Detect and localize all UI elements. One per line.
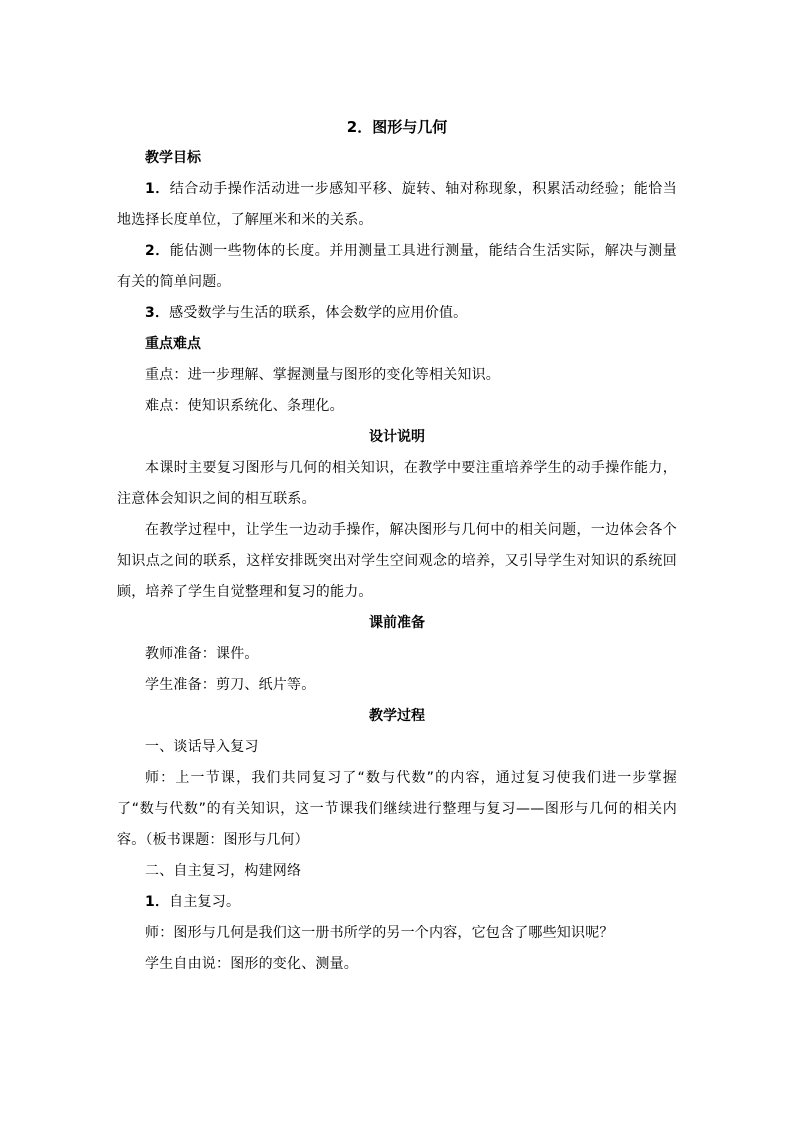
- key-point-difficulty: 难点：使知识系统化、条理化。: [145, 398, 344, 414]
- key-point-focus: 重点：进一步理解、掌握测量与图形的变化等相关知识。: [145, 367, 500, 383]
- key-points-heading: 重点难点: [145, 336, 201, 352]
- sub-step-text: 自主复习。: [169, 894, 241, 910]
- preparation-heading: 课前准备: [369, 615, 425, 631]
- design-paragraph-1: 本课时主要复习图形与几何的相关知识，在教学中要注重培养学生的动手操作能力，注意体会知识之间的相互联系。: [117, 460, 677, 507]
- document-title: 2．图形与几何: [346, 118, 448, 136]
- step1-text: 师：上一节课，我们共同复习了“数与代数”的内容，通过复习使我们进一步掌握了“数与代数”的有关知识，这一节课我们继续进行整理与复习——图形与几何的相关内容。（板书课题：图形与几何）: [117, 770, 677, 848]
- design-paragraph-2: 在教学过程中，让学生一边动手操作，解决图形与几何中的相关问题，一边体会各个知识点之间的联系，这样安排既突出对学生空间观念的培养，又引导学生对知识的系统回顾，培养了学生自觉整理和复习的能力。: [117, 522, 677, 600]
- objective-item-2: [117, 236, 677, 298]
- teacher-question: 师：图形与几何是我们这一册书所学的另一个内容，它包含了哪些知识呢？: [145, 925, 614, 941]
- teacher-preparation: 教师准备：课件。: [145, 646, 259, 662]
- process-heading: 教学过程: [369, 708, 425, 724]
- design-heading: 设计说明: [369, 429, 425, 445]
- step1-title: 一、谈话导入复习: [145, 739, 259, 755]
- objective-number: 3．: [145, 305, 170, 321]
- objective-text: 结合动手操作活动进一步感知平移、旋转、轴对称现象，积累活动经验；能恰当地选择长度单位，了解厘米和米的关系。: [117, 181, 677, 228]
- objective-item-1: [117, 174, 677, 236]
- sub-step-1: [117, 887, 677, 918]
- sub-step-number: 1．: [145, 894, 170, 910]
- objective-item-3: [117, 298, 677, 329]
- objective-number: 1．: [145, 181, 170, 197]
- objective-text: 能估测一些物体的长度。并用测量工具进行测量，能结合生活实际，解决与测量有关的简单问题。: [117, 243, 677, 290]
- objective-text: 感受数学与生活的联系，体会数学的应用价值。: [169, 305, 468, 321]
- step2-title: 二、自主复习，构建网络: [145, 863, 302, 879]
- student-preparation: 学生准备：剪刀、纸片等。: [145, 677, 316, 693]
- document-page: [117, 113, 677, 980]
- student-answer: 学生自由说：图形的变化、测量。: [145, 956, 358, 972]
- objectives-heading: 教学目标: [145, 150, 201, 166]
- objective-number: 2．: [145, 243, 170, 259]
